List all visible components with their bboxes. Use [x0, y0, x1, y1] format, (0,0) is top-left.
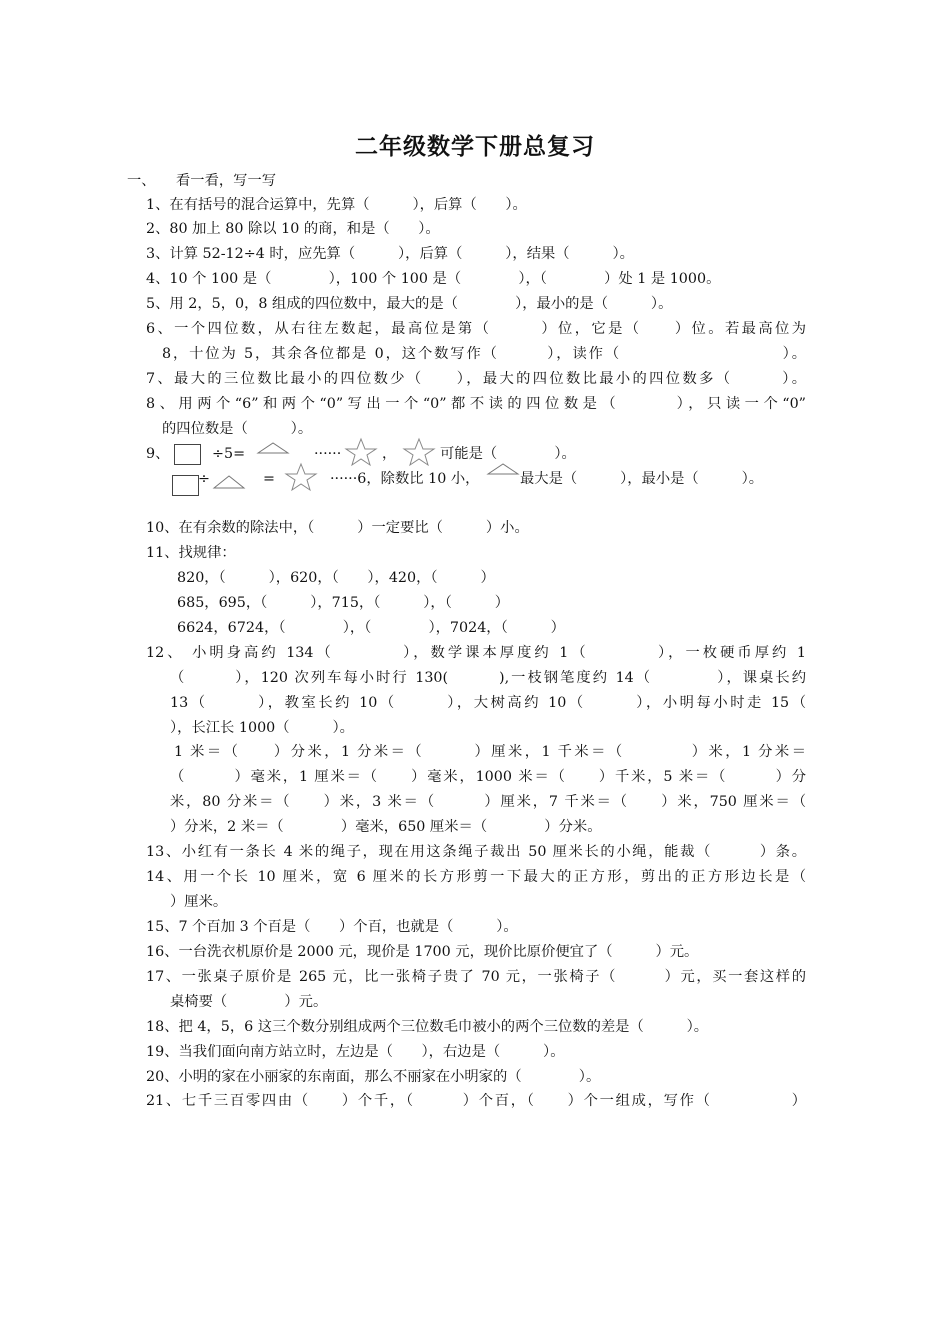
pattern-row-3: 6624，6724，（ ），（ ），7024，（ ） — [177, 620, 565, 636]
pattern-row-1: 820，（ ），620，（ ），420，（ ） — [177, 570, 495, 586]
square-blank-box — [174, 444, 201, 465]
question-11: 11、找规律： — [146, 545, 236, 561]
question-12-line-3: 13（ ），教室长约 10（ ），大树高约 10（ ），小明每小时走 15（ — [170, 695, 806, 711]
question-9-remainder-dots: ······ — [314, 446, 342, 462]
question-13: 13、小红有一条长 4 米的绳子，现在用这条绳子裁出 50 厘米长的小绳，能裁（ ）条。 — [146, 844, 806, 860]
question-18: 18、把 4，5，6 这三个数分别组成两个三位数毛巾被小的两个三位数的差是（ ）。 — [146, 1019, 709, 1035]
question-17-line-2: 桌椅要（ ）元。 — [170, 994, 328, 1010]
triangle-blank-icon — [486, 462, 520, 476]
question-12-line-2: （ ），120 次列车每小时行 130( ),一枝钢笔度约 14（ ），课桌长约 — [170, 670, 806, 686]
question-1: 1、在有括号的混合运算中，先算（ ），后算（ ）。 — [146, 197, 527, 213]
question-9-divide: ÷ — [198, 471, 210, 487]
question-8-line-2: 的四位数是（ ）。 — [162, 421, 313, 437]
question-9-divisor-hint: ······6，除数比 10 小， — [330, 471, 480, 487]
square-blank-box — [172, 475, 199, 496]
pattern-row-2: 685，695，（ ），715，（ ），（ ） — [177, 595, 510, 611]
star-blank-icon — [402, 437, 436, 467]
question-4: 4、10 个 100 是（ ），100 个 100 是（ ），（ ）处 1 是 1000。 — [146, 271, 721, 287]
question-5: 5、用 2，5，0，8 组成的四位数中，最大的是（ ），最小的是（ ）。 — [146, 296, 673, 312]
section-heading: 看一看，写一写 — [176, 173, 277, 189]
question-7: 7、最大的三位数比最小的四位数少（ ），最大的四位数比最小的四位数多（ ）。 — [146, 371, 806, 387]
question-14-line-2: ）厘米。 — [170, 894, 228, 910]
unit-conversion-line-3: 米，80 分米＝（ ）米，3 米＝（ ）厘米，7 千米＝（ ）米，750 厘米＝（ — [170, 794, 806, 810]
question-14-line-1: 14、用一个长 10 厘米，宽 6 厘米的长方形剪一下最大的正方形，剪出的正方形边长是（ — [146, 869, 806, 885]
question-12-line-4: ），长江长 1000（ ）。 — [170, 720, 354, 736]
question-10: 10、在有余数的除法中，（ ）一定要比（ ）小。 — [146, 520, 529, 536]
triangle-blank-icon — [212, 474, 246, 490]
star-blank-icon — [344, 437, 378, 467]
question-6-line-1: 6、一个四位数，从右往左数起，最高位是第（ ）位，它是（ ）位。若最高位为 — [146, 321, 806, 337]
star-blank-icon — [284, 462, 318, 492]
question-8-line-1: 8、用两个“6”和两个“0”写出一个“0”都不读的四位数是（ ），只读一个“0” — [146, 396, 806, 412]
question-9-number: 9、 — [146, 446, 170, 462]
question-12-line-1: 12、 小明身高约 134（ ），数学课本厚度约 1（ ），一枚硬币厚约 1 — [146, 645, 806, 661]
question-9-divide-five: ÷5= — [212, 446, 246, 462]
question-19: 19、当我们面向南方站立时，左边是（ ），右边是（ ）。 — [146, 1044, 565, 1060]
question-6-line-2: 8，十位为 5，其余各位都是 0，这个数写作（ ），读作（ ）。 — [162, 346, 806, 362]
section-number: 一、 — [127, 173, 156, 189]
question-17-line-1: 17、一张桌子原价是 265 元，比一张椅子贵了 70 元，一张椅子（ ）元，买一套这样的 — [146, 969, 806, 985]
page-title: 二年级数学下册总复习 — [355, 134, 595, 160]
unit-conversion-line-1: 1 米＝（ ）分米，1 分米＝（ ）厘米，1 千米＝（ ）米，1 分米＝ — [174, 744, 806, 760]
question-9-comma: ， — [382, 446, 397, 462]
question-16: 16、一台洗衣机原价是 2000 元，现价是 1700 元，现价比原价便宜了（ ）元。 — [146, 944, 699, 960]
question-3: 3、计算 52-12÷4 时，应先算（ ），后算（ ），结果（ ）。 — [146, 246, 634, 262]
question-9-max-min: 最大是（ ），最小是（ ）。 — [520, 471, 764, 487]
question-2: 2、80 加上 80 除以 10 的商，和是（ ）。 — [146, 221, 440, 237]
unit-conversion-line-4: ）分米，2 米＝（ ）毫米，650 厘米＝（ ）分米。 — [170, 819, 602, 835]
question-21: 21、七千三百零四由（ ）个千，（ ）个百，（ ）个一组成，写作（ ） — [146, 1093, 806, 1109]
question-20: 20、小明的家在小丽家的东南面，那么不丽家在小明家的（ ）。 — [146, 1069, 601, 1085]
question-9-possible: 可能是（ ）。 — [440, 446, 576, 462]
unit-conversion-line-2: （ ）毫米，1 厘米＝（ ）毫米，1000 米＝（ ）千米，5 米＝（ ）分 — [170, 769, 806, 785]
question-15: 15、7 个百加 3 个百是（ ）个百，也就是（ ）。 — [146, 919, 518, 935]
triangle-blank-icon — [256, 441, 290, 455]
question-9-equals: = — [263, 471, 275, 487]
